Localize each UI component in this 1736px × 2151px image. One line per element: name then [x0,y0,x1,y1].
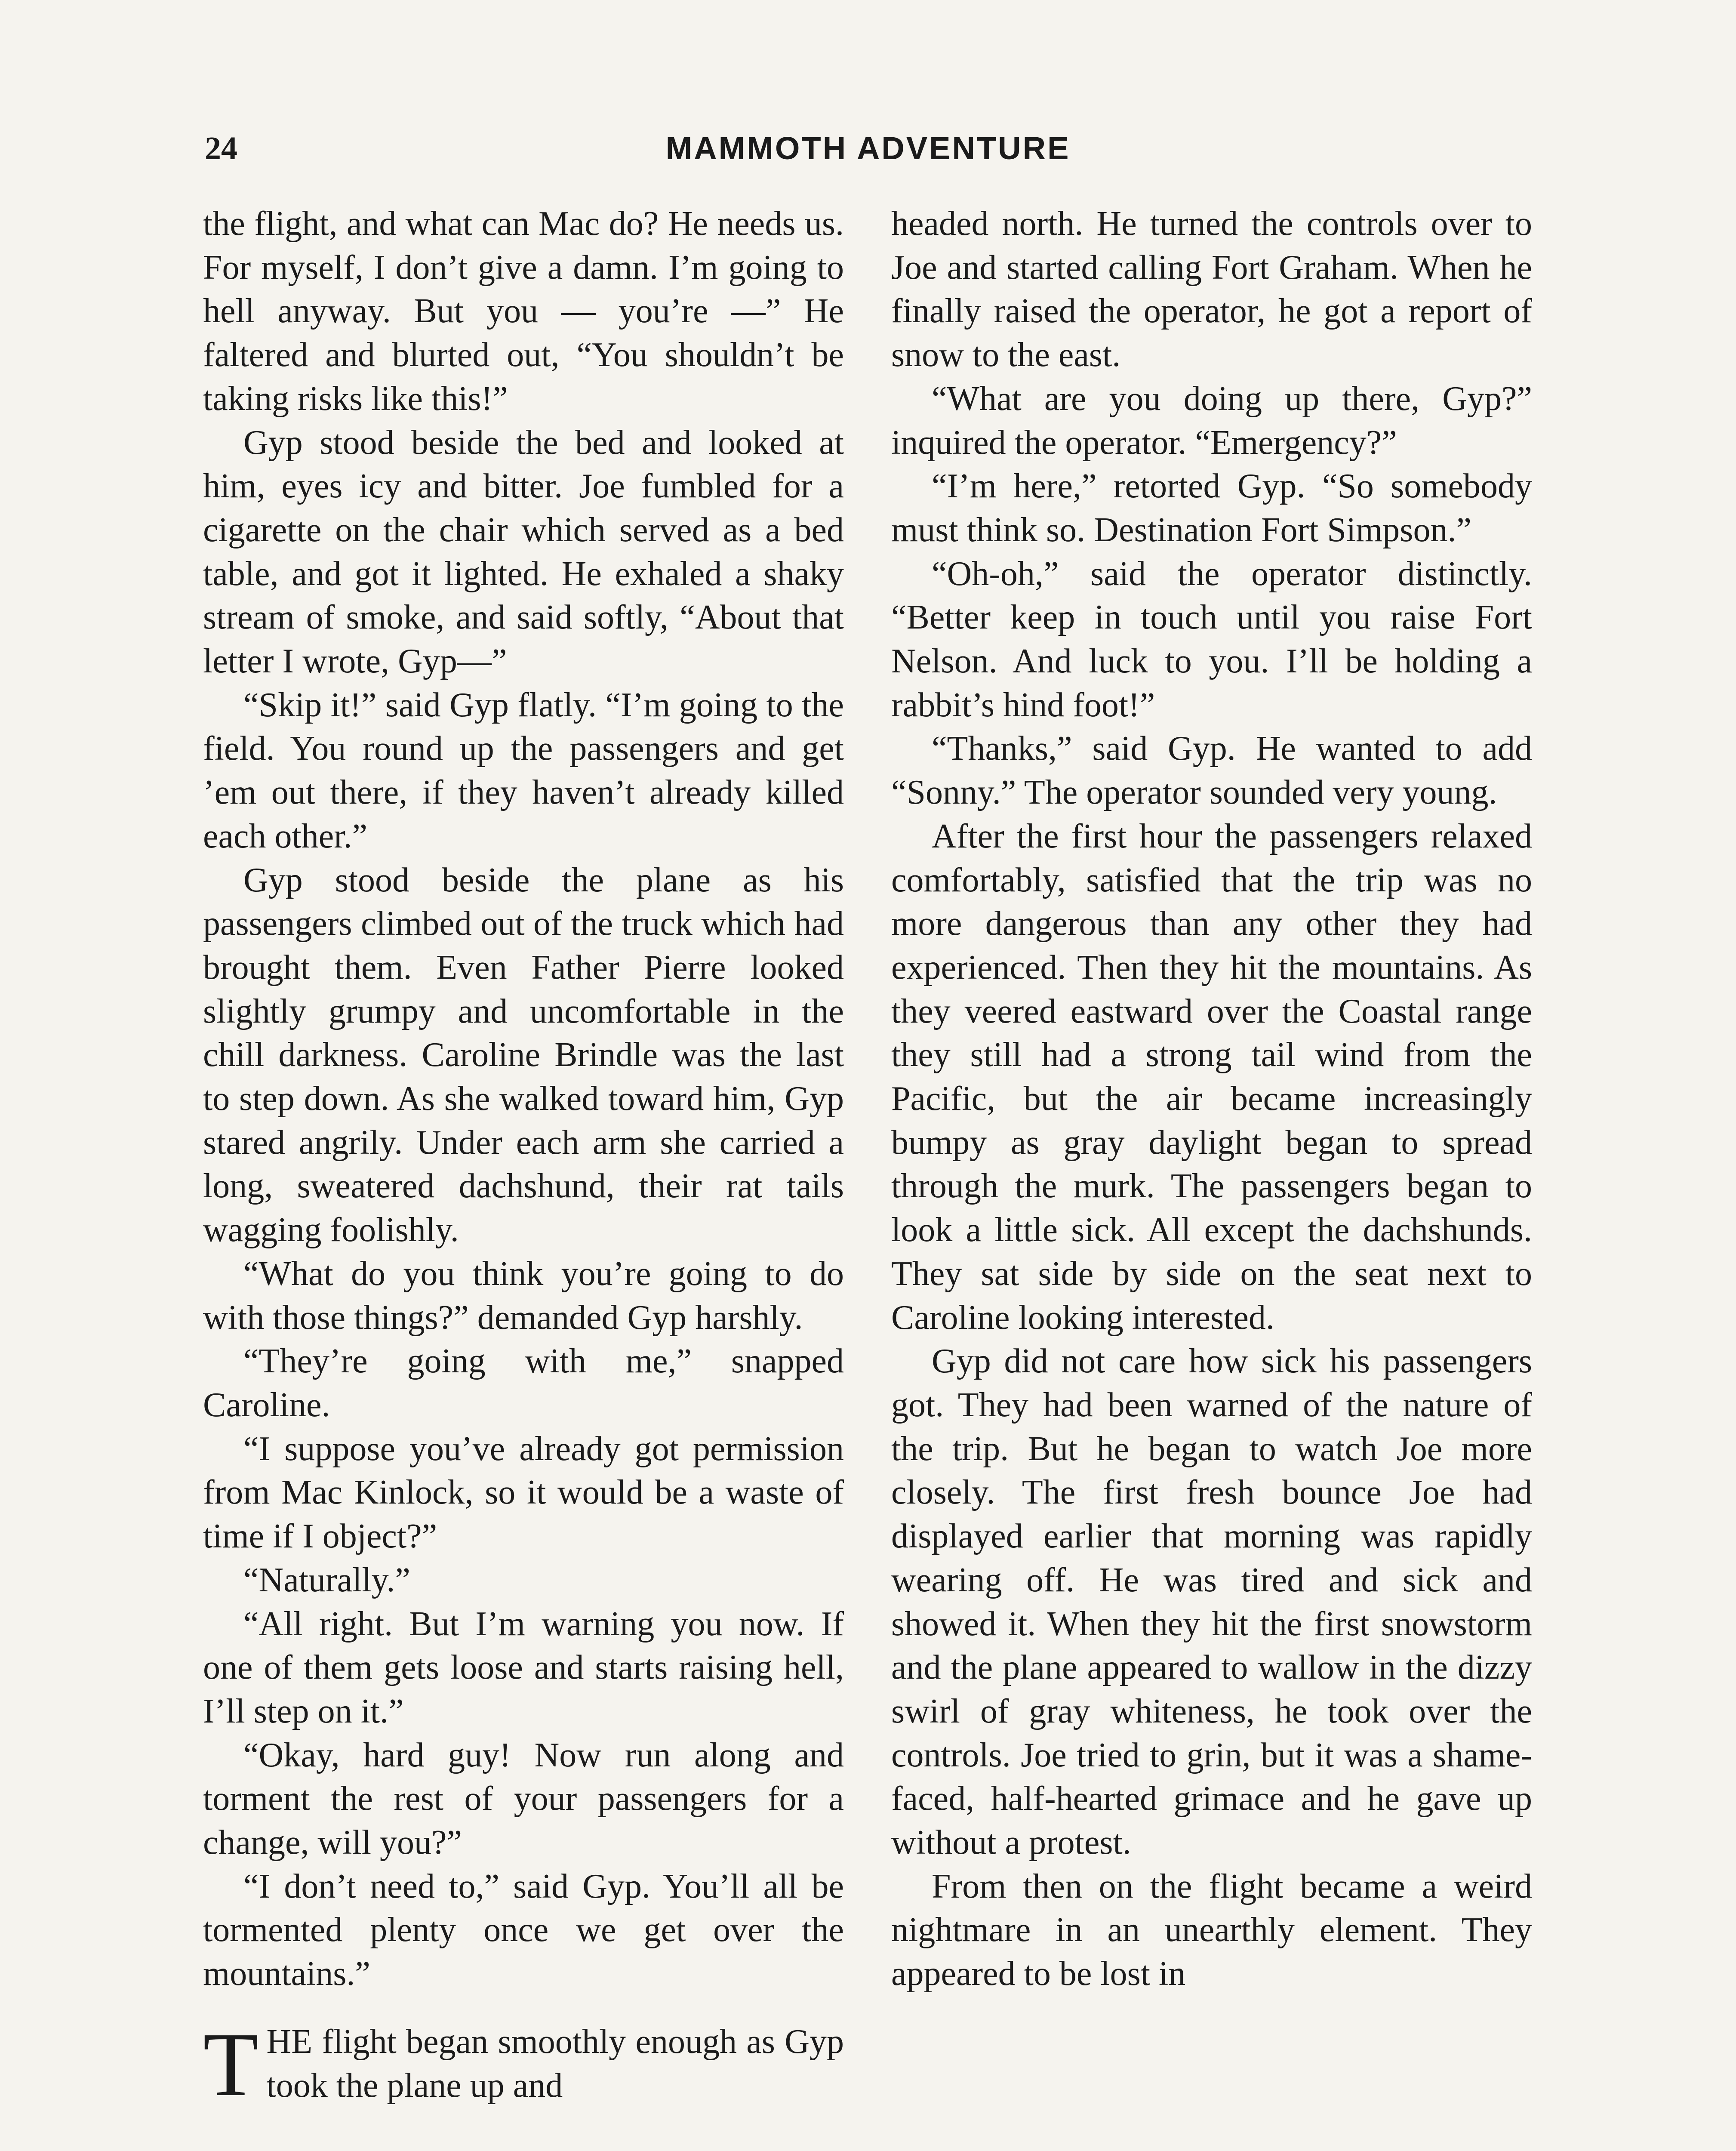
paragraph: “They’re going with me,” snapped Caroline. [203,1342,844,1424]
running-title: MAMMOTH ADVENTURE [665,130,1071,166]
paragraph: Gyp did not care how sick his passengers got. They had been warned of the nature of the trip. But he began to watch Joe more closely. The first fresh bounce Joe had displayed earlier that morning was rapidly wearing off. He was tired and sick and showed it. When they hit the first snowstorm and the plane appeared to wallow in the dizzy swirl of gray whiteness, he took over the controls. Joe tried to grin, but it was a shame-faced, half-hearted grimace and he gave up without a protest. [891,1342,1532,1862]
drop-cap: T [203,2013,259,2115]
paragraph: Gyp stood beside the bed and looked at him, eyes icy and bitter. Joe fumbled for a cigarette on the chair which served as a bed table, and got it lighted. He exhaled a shaky stream of smoke, and said softly, “About that letter I wrote, Gyp—” [203,423,844,681]
paragraph: After the first hour the passengers relaxed comfortably, satisfied that the trip was no more dangerous than any other they had experienced. Then they hit the mountains. As they veered eastward over the Coastal range they still had a strong tail wind from the Pacific, but the air became increasingly bumpy as gray daylight began to spread through the murk. The passengers began to look a little sick. All except the dachshunds. They sat side by side on the seat next to Caroline looking interested. [891,817,1532,1337]
paragraph: “Okay, hard guy! Now run along and torment the rest of your passengers for a change, will you?” [203,1736,844,1862]
paragraph: From then on the flight became a weird nightmare in an unearthly element. They appeared to be lost in [891,1867,1532,1993]
paragraph: “I suppose you’ve already got permission from Mac Kinlock, so it would be a waste of time if I object?” [203,1430,844,1556]
section-opening-text: HE flight began smoothly enough as Gyp took the plane up and [266,2022,844,2105]
left-text-column [203,202,844,2115]
paragraph: the flight, and what can Mac do? He needs us. For myself, I don’t give a damn. I’m going to hell anyway. But you — you’re —” He faltered and blurted out, “You shouldn’t be taking risks like this!” [203,205,844,418]
paragraph: Gyp stood beside the plane as his passengers climbed out of the truck which had brought them. Even Father Pierre looked slightly grumpy and uncomfortable in the chill darkness. Caroline Brindle was the last to step down. As she walked toward him, Gyp stared angrily. Under each arm she carried a long, sweatered dachshund, their rat tails wagging foolishly. [203,861,844,1249]
paragraph: “I don’t need to,” said Gyp. You’ll all be tormented plenty once we get over the mountains.” [203,1867,844,1993]
paragraph: “Skip it!” said Gyp flatly. “I’m going to the field. You round up the passengers and get ’em out there, if they haven’t already killed each other.” [203,686,844,855]
paragraph: “I’m here,” retorted Gyp. “So somebody must think so. Destination Fort Simpson.” [891,467,1532,549]
paragraph: “Oh-oh,” said the operator distinctly. “Better keep in touch until you raise Fort Nelson. And luck to you. I’ll be holding a rabbit’s hind foot!” [891,555,1532,724]
section-opening-paragraph [203,2013,844,2115]
paragraph: “What do you think you’re going to do with those things?” demanded Gyp harshly. [203,1254,844,1337]
paragraph: headed north. He turned the controls over to Joe and started calling Fort Graham. When he finally raised the operator, he got a report of snow to the east. [891,205,1532,374]
page-header [205,125,1531,172]
paragraph: “Thanks,” said Gyp. He wanted to add “Sonny.” The operator sounded very young. [891,730,1532,812]
paragraph: “What are you doing up there, Gyp?” inquired the operator. “Emergency?” [891,379,1532,462]
right-text-column [891,202,1532,1996]
page-number: 24 [205,130,237,166]
paragraph: “Naturally.” [243,1561,410,1599]
paragraph: “All right. But I’m warning you now. If one of them gets loose and starts raising hell, I’ll step on it.” [203,1605,844,1730]
